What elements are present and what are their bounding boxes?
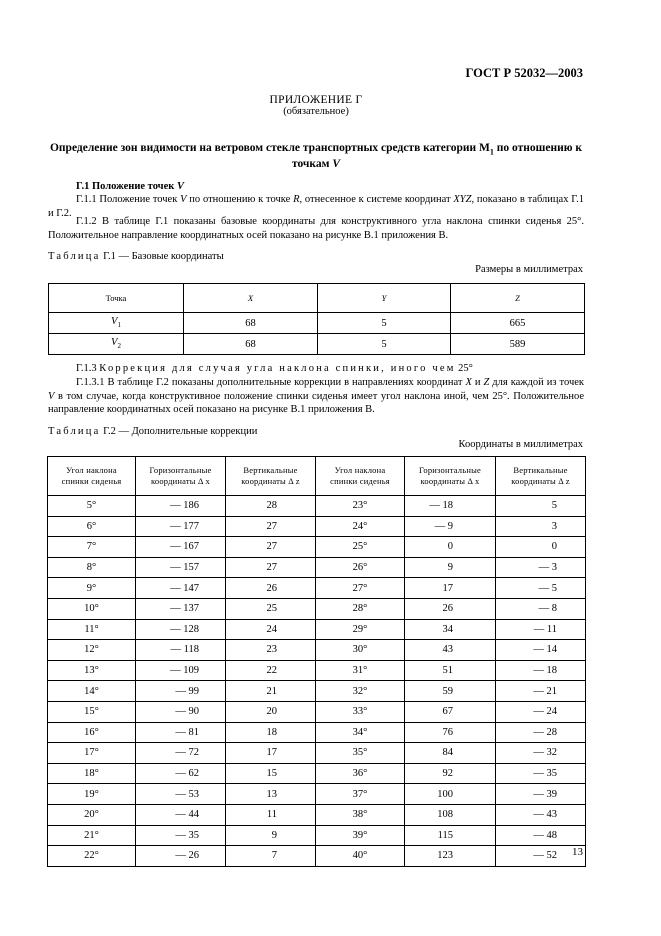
paragraph-g1-3-1: Г.1.3.1 В таблице Г.2 показаны дополнительные коррекции в направлениях координат X и Z для каждой из точек V в том случае, когда конструктивное положение спинки сиденья имеет угол наклона иной, чем 25°. Положительное направление координатных осей показано на рисунке В.1 приложения В. [48, 377, 584, 415]
header-vertical: Вертикальные координаты Δ z [226, 457, 316, 496]
header-z: Z [451, 284, 585, 313]
cell-angle: 23° [316, 496, 405, 517]
cell-y: 5 [318, 313, 451, 334]
cell-horizontal: 115 [405, 825, 496, 846]
cell-horizontal: — 72 [136, 743, 226, 764]
appendix-subtitle: (обязательное) [283, 106, 349, 117]
cell-horizontal: — 109 [136, 660, 226, 681]
cell-vertical: 3 [496, 516, 586, 537]
cell-horizontal: — 26 [136, 846, 226, 867]
cell-y: 5 [318, 334, 451, 355]
cell-angle: 15° [48, 701, 136, 722]
table-row [48, 640, 586, 661]
cell-horizontal: 17 [405, 578, 496, 599]
table-row [48, 804, 586, 825]
cell-vertical: — 24 [496, 701, 586, 722]
cell-x: 68 [184, 334, 318, 355]
cell-vertical: — 21 [496, 681, 586, 702]
cell-horizontal: — 99 [136, 681, 226, 702]
cell-vertical: 22 [226, 660, 316, 681]
cell-vertical: 0 [496, 537, 586, 558]
cell-vertical: 20 [226, 701, 316, 722]
table-row [48, 516, 586, 537]
header-x: X [184, 284, 318, 313]
cell-angle: 9° [48, 578, 136, 599]
cell-angle: 37° [316, 784, 405, 805]
table-row [48, 681, 586, 702]
table-row [48, 846, 586, 867]
table-row [48, 578, 586, 599]
cell-vertical: 21 [226, 681, 316, 702]
header-horizontal: Горизонтальные координаты Δ x [136, 457, 226, 496]
cell-vertical: 23 [226, 640, 316, 661]
table-row [49, 313, 585, 334]
cell-horizontal: — 137 [136, 598, 226, 619]
cell-horizontal: 108 [405, 804, 496, 825]
cell-horizontal: — 18 [405, 496, 496, 517]
base-coordinates-table [48, 283, 585, 355]
cell-angle: 29° [316, 619, 405, 640]
cell-horizontal: — 167 [136, 537, 226, 558]
cell-vertical: — 52 [496, 846, 586, 867]
cell-horizontal: — 177 [136, 516, 226, 537]
document-title: Определение зон видимости на ветровом стекле транспортных средств категории $М_1$ по отношению к точкам V [49, 142, 582, 171]
cell-vertical: 27 [226, 516, 316, 537]
cell-angle: 28° [316, 598, 405, 619]
header-point: Точка [49, 284, 184, 313]
table1-caption: Таблица Г.1 — Базовые координаты [48, 251, 224, 262]
table-row [48, 825, 586, 846]
table-row [48, 784, 586, 805]
table-row [48, 743, 586, 764]
paragraph-g1-2: Г.1.2 В таблице Г.1 показаны базовые координаты для конструктивного угла наклона спинки сиденья 25°. Положительное направление координатных осей показано на рисунке В.1 приложения В. [48, 216, 584, 241]
cell-angle: 6° [48, 516, 136, 537]
cell-horizontal: — 81 [136, 722, 226, 743]
cell-angle: 30° [316, 640, 405, 661]
cell-angle: 35° [316, 743, 405, 764]
cell-horizontal: 92 [405, 763, 496, 784]
cell-horizontal: 59 [405, 681, 496, 702]
table-row [48, 496, 586, 517]
cell-vertical: — 32 [496, 743, 586, 764]
section-heading-g1: Г.1 Положение точек V [76, 181, 184, 192]
cell-vertical: 25 [226, 598, 316, 619]
table-row [48, 619, 586, 640]
header-vertical: Вертикальные координаты Δ z [496, 457, 586, 496]
cell-vertical: — 14 [496, 640, 586, 661]
cell-vertical: 7 [226, 846, 316, 867]
cell-vertical: 27 [226, 557, 316, 578]
cell-horizontal: 0 [405, 537, 496, 558]
cell-vertical: 11 [226, 804, 316, 825]
cell-horizontal: 123 [405, 846, 496, 867]
standard-number: ГОСТ Р 52032—2003 [465, 66, 583, 80]
cell-angle: 27° [316, 578, 405, 599]
table2-caption: Таблица Г.2 — Дополнительные коррекции [48, 426, 258, 437]
point-cell: $V_2$ [49, 334, 184, 355]
cell-angle: 25° [316, 537, 405, 558]
cell-horizontal: — 53 [136, 784, 226, 805]
table-row [48, 557, 586, 578]
cell-angle: 16° [48, 722, 136, 743]
header-y: Y [318, 284, 451, 313]
cell-angle: 20° [48, 804, 136, 825]
table2-units: Координаты в миллиметрах [458, 439, 583, 450]
cell-angle: 14° [48, 681, 136, 702]
cell-vertical: — 48 [496, 825, 586, 846]
cell-vertical: — 28 [496, 722, 586, 743]
cell-vertical: 24 [226, 619, 316, 640]
cell-vertical: 5 [496, 496, 586, 517]
cell-vertical: — 43 [496, 804, 586, 825]
cell-angle: 11° [48, 619, 136, 640]
cell-horizontal: — 157 [136, 557, 226, 578]
table-row [48, 701, 586, 722]
header-angle: Угол наклона спинки сиденья [48, 457, 136, 496]
cell-angle: 26° [316, 557, 405, 578]
cell-vertical: — 18 [496, 660, 586, 681]
cell-z: 665 [451, 313, 585, 334]
cell-z: 589 [451, 334, 585, 355]
cell-angle: 18° [48, 763, 136, 784]
cell-horizontal: — 44 [136, 804, 226, 825]
cell-vertical: 15 [226, 763, 316, 784]
cell-angle: 31° [316, 660, 405, 681]
cell-vertical: — 35 [496, 763, 586, 784]
cell-angle: 19° [48, 784, 136, 805]
cell-horizontal: 9 [405, 557, 496, 578]
point-cell: $V_1$ [49, 313, 184, 334]
cell-horizontal: — 62 [136, 763, 226, 784]
cell-angle: 8° [48, 557, 136, 578]
cell-horizontal: — 35 [136, 825, 226, 846]
cell-horizontal: — 128 [136, 619, 226, 640]
cell-angle: 13° [48, 660, 136, 681]
cell-horizontal: 43 [405, 640, 496, 661]
cell-horizontal: 51 [405, 660, 496, 681]
table-row [48, 598, 586, 619]
cell-vertical: — 11 [496, 619, 586, 640]
cell-horizontal: 100 [405, 784, 496, 805]
page-number: 13 [572, 846, 583, 858]
cell-horizontal: 84 [405, 743, 496, 764]
table-header-row [48, 457, 586, 496]
cell-horizontal: 26 [405, 598, 496, 619]
cell-vertical: — 3 [496, 557, 586, 578]
cell-vertical: — 39 [496, 784, 586, 805]
cell-horizontal: 34 [405, 619, 496, 640]
cell-horizontal: — 9 [405, 516, 496, 537]
cell-angle: 36° [316, 763, 405, 784]
table-row [49, 334, 585, 355]
cell-vertical: — 5 [496, 578, 586, 599]
header-horizontal: Горизонтальные координаты Δ x [405, 457, 496, 496]
cell-horizontal: — 186 [136, 496, 226, 517]
cell-vertical: — 8 [496, 598, 586, 619]
cell-vertical: 13 [226, 784, 316, 805]
cell-angle: 12° [48, 640, 136, 661]
cell-angle: 40° [316, 846, 405, 867]
cell-angle: 39° [316, 825, 405, 846]
cell-horizontal: 67 [405, 701, 496, 722]
cell-angle: 5° [48, 496, 136, 517]
cell-angle: 32° [316, 681, 405, 702]
additional-corrections-table [47, 456, 586, 867]
cell-vertical: 28 [226, 496, 316, 517]
cell-angle: 7° [48, 537, 136, 558]
table-row [48, 537, 586, 558]
cell-vertical: 26 [226, 578, 316, 599]
table-row [48, 722, 586, 743]
cell-x: 68 [184, 313, 318, 334]
table1-units: Размеры в миллиметрах [475, 264, 583, 275]
cell-angle: 21° [48, 825, 136, 846]
appendix-title: ПРИЛОЖЕНИЕ Г [269, 94, 363, 106]
cell-horizontal: — 90 [136, 701, 226, 722]
cell-vertical: 27 [226, 537, 316, 558]
cell-vertical: 17 [226, 743, 316, 764]
table-header-row [49, 284, 585, 313]
cell-angle: 17° [48, 743, 136, 764]
cell-vertical: 18 [226, 722, 316, 743]
paragraph-g1-1: Г.1.1 Положение точек V по отношению к точке R, отнесенное к системе координат XYZ, показано в таблицах Г.1 и Г.2. [48, 194, 584, 219]
table-row [48, 660, 586, 681]
cell-angle: 24° [316, 516, 405, 537]
cell-angle: 33° [316, 701, 405, 722]
section-heading-g1-3: Г.1.3 Коррекция для случая угла наклона спинки, иного чем 25° [76, 363, 473, 374]
cell-horizontal: — 147 [136, 578, 226, 599]
cell-horizontal: 76 [405, 722, 496, 743]
cell-angle: 34° [316, 722, 405, 743]
cell-angle: 10° [48, 598, 136, 619]
cell-vertical: 9 [226, 825, 316, 846]
cell-angle: 22° [48, 846, 136, 867]
cell-angle: 38° [316, 804, 405, 825]
header-angle: Угол наклона спинки сиденья [316, 457, 405, 496]
table-row [48, 763, 586, 784]
cell-horizontal: — 118 [136, 640, 226, 661]
